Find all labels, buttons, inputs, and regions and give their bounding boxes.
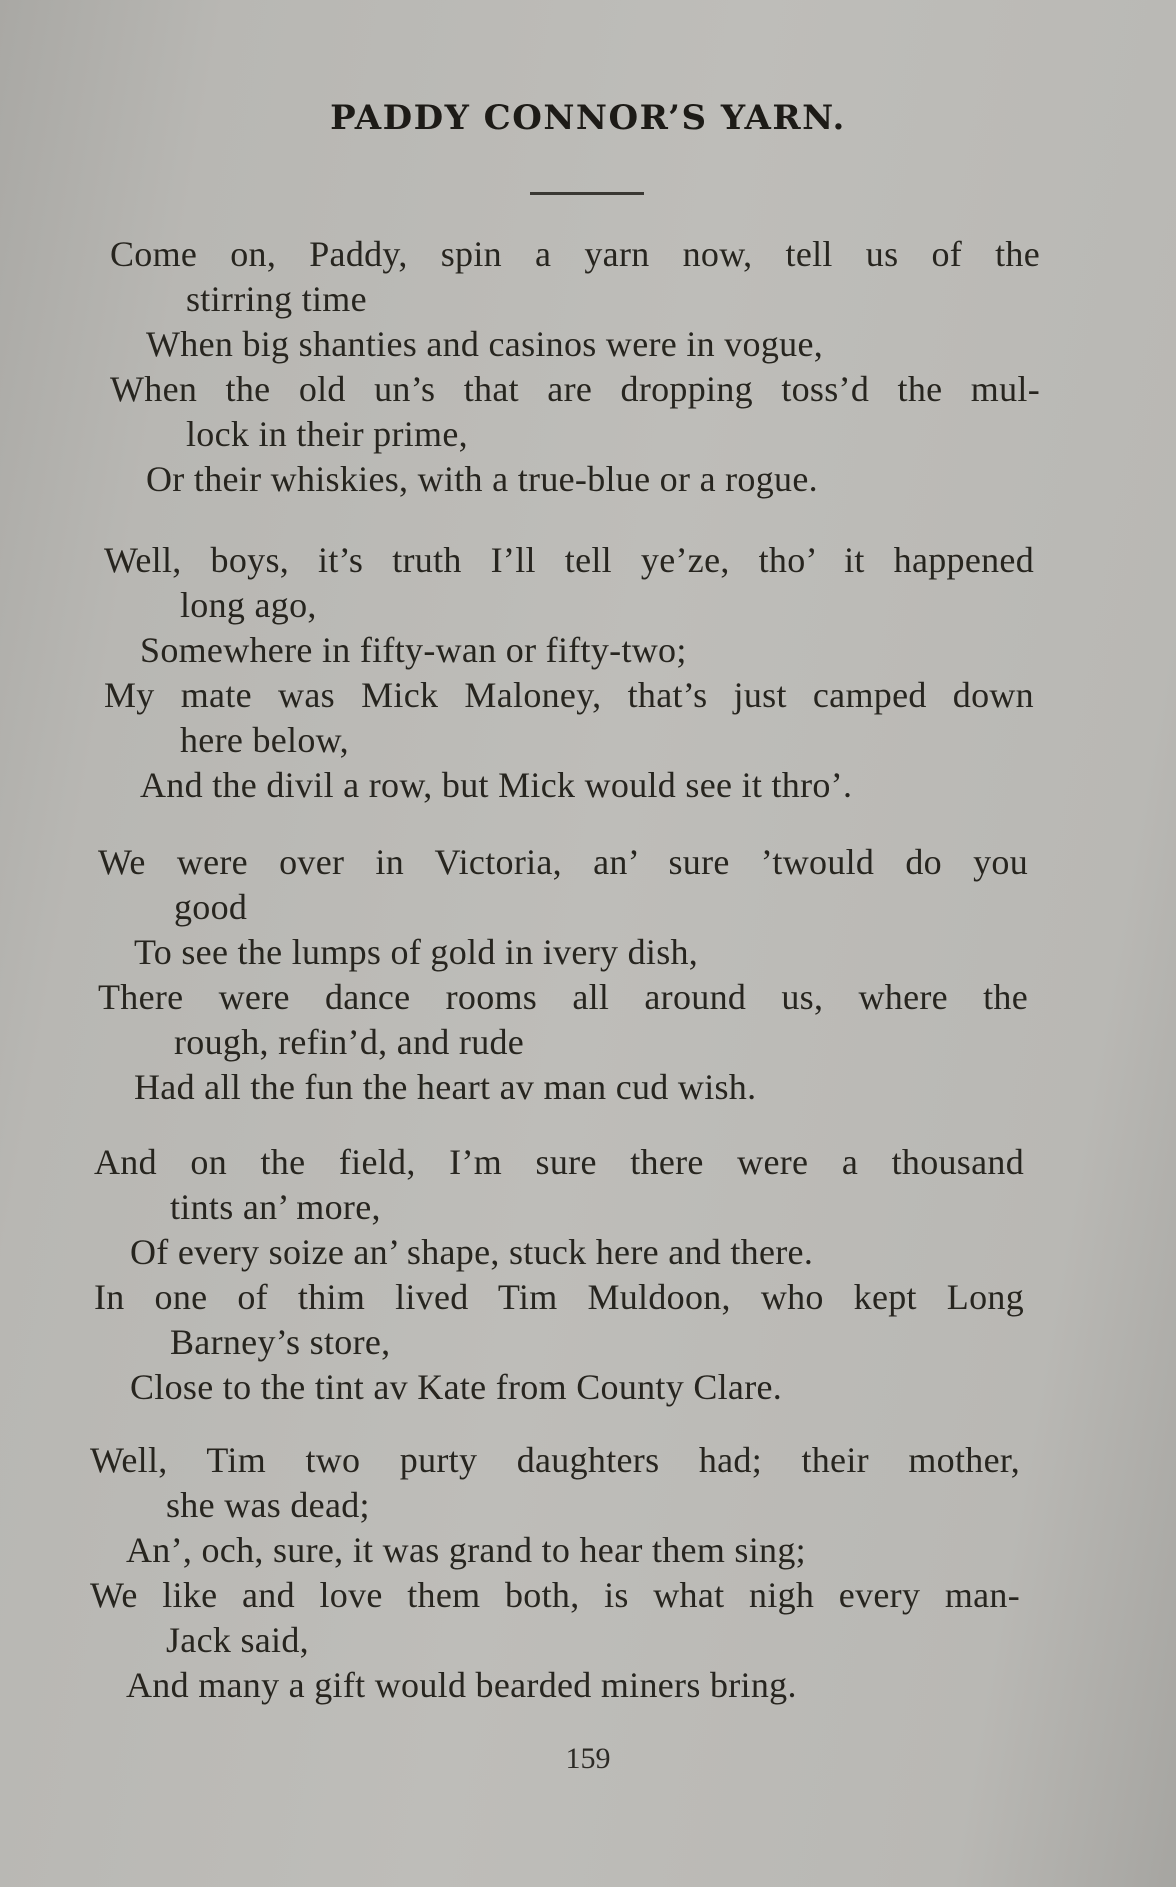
poem-line-continuation: tints an’ more, [170,1187,381,1227]
poem-line [98,840,1028,930]
poem-line-continuation: she was dead; [166,1485,370,1525]
stanza-2 [104,538,1034,808]
stanza-3 [98,840,1028,1110]
poem-line [94,1275,1024,1365]
poem-line [98,930,1028,975]
poem-line-text: Or their whiskies, with a true-blue or a rogue. [146,459,818,499]
poem-line [98,975,1028,1065]
poem-line [104,763,1034,808]
poem-title: PADDY CONNOR’S YARN. [330,98,846,138]
poem-line [94,1140,1024,1230]
poem-line [110,457,1040,502]
poem-line [90,1573,1020,1663]
poem-line-text: We like and love them both, is what nigh every man- [90,1575,1020,1615]
poem-line-continuation: Jack said, [166,1620,309,1660]
poem-line [110,322,1040,367]
poem-line [110,367,1040,457]
poem-line-text: Well, boys, it’s truth I’ll tell ye’ze, tho’ it happened [104,540,1034,580]
page-number: 159 [565,1742,611,1775]
poem-line-text: Close to the tint av Kate from County Clare. [130,1367,783,1407]
poem-line-text: My mate was Mick Maloney, that’s just camped down [104,675,1034,715]
poem-line-continuation: long ago, [180,585,317,625]
poem-line [104,673,1034,763]
poem-line-text: And many a gift would bearded miners bring. [126,1665,797,1705]
poem-line-text: Of every soize an’ shape, stuck here and there. [130,1232,814,1272]
poem-line-text: When big shanties and casinos were in vogue, [146,324,824,364]
poem-line-text: Had all the fun the heart av man cud wish. [134,1067,757,1107]
stanza-4 [94,1140,1024,1410]
poem-line [104,538,1034,628]
poem-line-continuation: Barney’s store, [170,1322,391,1362]
poem-line-text: When the old un’s that are dropping toss’d the mul- [110,369,1040,409]
poem-line-continuation: stirring time [186,279,367,319]
poem-line-text: To see the lumps of gold in ivery dish, [134,932,699,972]
poem-line [98,1065,1028,1110]
title-rule [530,192,644,195]
poem-line [90,1663,1020,1708]
poem-line [90,1438,1020,1528]
poem-line [94,1230,1024,1275]
poem-line-text: And the divil a row, but Mick would see it thro’. [140,765,853,805]
stanza-5 [90,1438,1020,1708]
poem-line [110,232,1040,322]
poem-line-text: Well, Tim two purty daughters had; their mother, [90,1440,1020,1480]
poem-line-text: Come on, Paddy, spin a yarn now, tell us of the [110,234,1040,274]
poem-line-text: An’, och, sure, it was grand to hear them sing; [126,1530,806,1570]
poem-line [94,1365,1024,1410]
poem-line-text: We were over in Victoria, an’ sure ’twould do you [98,842,1028,882]
poem-line [90,1528,1020,1573]
poem-line-continuation: good [174,887,248,927]
poem-line-continuation: rough, refin’d, and rude [174,1022,525,1062]
poem-line-continuation: lock in their prime, [186,414,468,454]
poem-line-text: There were dance rooms all around us, where the [98,977,1028,1017]
poem-line-text: Somewhere in fifty-wan or fifty-two; [140,630,687,670]
stanza-1 [110,232,1040,502]
poem-line-text: And on the field, I’m sure there were a thousand [94,1142,1024,1182]
poem-line-text: In one of thim lived Tim Muldoon, who kept Long [94,1277,1024,1317]
poem-line [104,628,1034,673]
poem-line-continuation: here below, [180,720,349,760]
